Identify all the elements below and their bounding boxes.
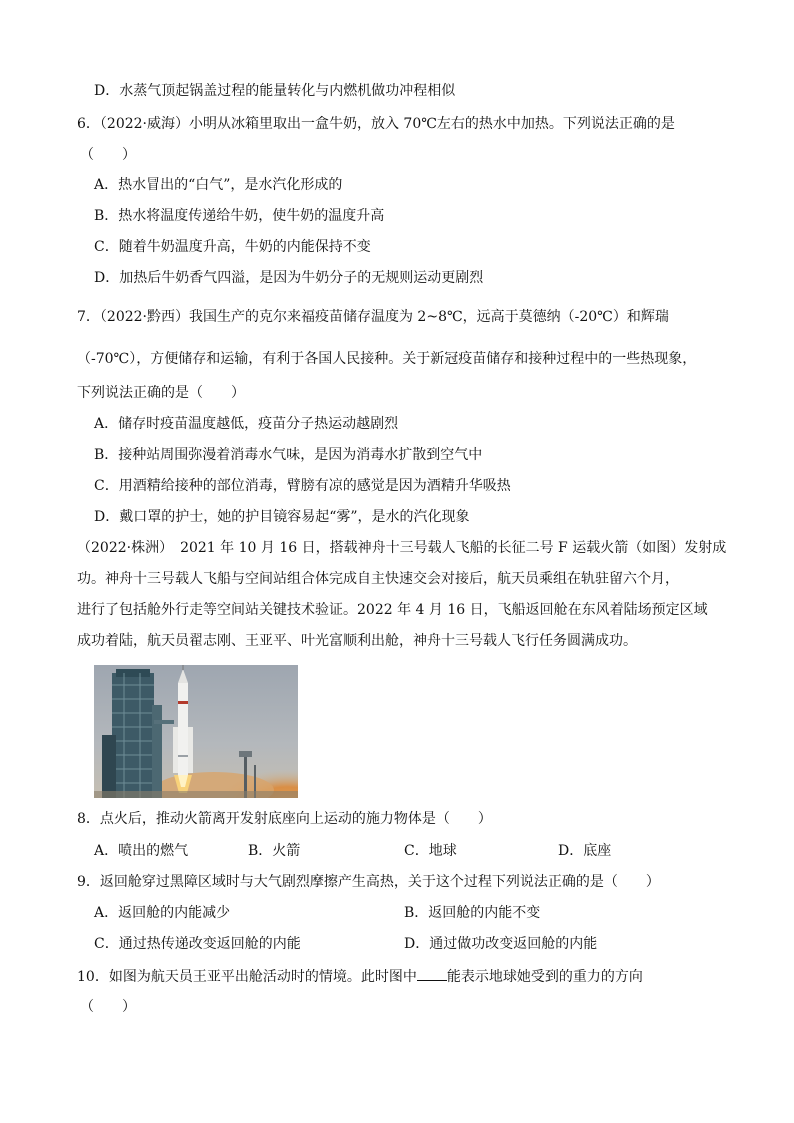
q8-option-b: B．火箭 bbox=[248, 843, 301, 859]
q6-option-b: B．热水将温度传递给牛奶，使牛奶的温度升高 bbox=[94, 208, 385, 224]
q10-stem-before: 10．如图为航天员王亚平出舱活动时的情境。此时图中 bbox=[77, 969, 417, 985]
answer-blank bbox=[417, 966, 447, 981]
q6-option-d: D．加热后牛奶香气四溢，是因为牛奶分子的无规则运动更剧烈 bbox=[94, 270, 484, 286]
q10-stem-after: 能表示地球她受到的重力的方向 bbox=[446, 969, 643, 985]
q7-stem-line1: 7．（2022·黔西）我国生产的克尔来福疫苗储存温度为 2~8℃，远高于莫德纳（-20℃）和辉瑞 bbox=[77, 309, 669, 325]
q7-stem-line3: 下列说法正确的是（ ） bbox=[77, 385, 245, 401]
q10-stem bbox=[77, 966, 643, 987]
passage-line2: 功。神舟十三号载人飞船与空间站组合体完成自主快速交会对接后，航天员乘组在轨驻留六个月， bbox=[77, 571, 679, 587]
q8-option-c: C．地球 bbox=[404, 843, 457, 859]
rocket-launch-photo bbox=[94, 665, 298, 798]
q9-stem: 9．返回舱穿过黑障区域时与大气剧烈摩擦产生高热，关于这个过程下列说法正确的是（ ） bbox=[77, 874, 660, 890]
q6-stem-line2: （ ） bbox=[80, 147, 136, 163]
q10-stem-line2: （ ） bbox=[80, 999, 136, 1015]
q7-option-d: D．戴口罩的护士，她的护目镜容易起“雾”，是水的汽化现象 bbox=[94, 509, 470, 525]
q6-option-a: A．热水冒出的“白气”，是水汽化形成的 bbox=[94, 177, 343, 193]
q6-stem-line1: 6．（2022·威海）小明从冰箱里取出一盒牛奶，放入 70℃左右的热水中加热。下列说法正确的是 bbox=[77, 116, 675, 132]
q8-option-d: D．底座 bbox=[558, 843, 612, 859]
q7-stem-line2: （-70℃），方便储存和运输，有利于各国人民接种。关于新冠疫苗储存和接种过程中的一些热现象， bbox=[77, 351, 697, 367]
passage-line4: 成功着陆，航天员翟志刚、王亚平、叶光富顺利出舱，神舟十三号载人飞行任务圆满成功。 bbox=[77, 633, 637, 649]
q9-option-d: D．通过做功改变返回舱的内能 bbox=[404, 936, 598, 952]
passage-line3: 进行了包括舱外行走等空间站关键技术验证。2022 年 4 月 16 日，飞船返回舱在东风着陆场预定区域 bbox=[77, 602, 708, 618]
q6-option-c: C．随着牛奶温度升高，牛奶的内能保持不变 bbox=[94, 239, 371, 255]
q8-option-a: A．喷出的燃气 bbox=[94, 843, 189, 859]
q9-option-a: A．返回舱的内能减少 bbox=[94, 905, 231, 921]
q7-option-a: A．储存时疫苗温度越低，疫苗分子热运动越剧烈 bbox=[94, 416, 399, 432]
q5-option-d: D．水蒸气顶起锅盖过程的能量转化与内燃机做功冲程相似 bbox=[94, 83, 456, 99]
q7-option-b: B．接种站周围弥漫着消毒水气味，是因为消毒水扩散到空气中 bbox=[94, 447, 483, 463]
passage-line1: （2022·株洲） 2021 年 10 月 16 日，搭载神舟十三号载人飞船的长征二号 F 运载火箭（如图）发射成 bbox=[77, 540, 727, 556]
q7-option-c: C．用酒精给接种的部位消毒，臂膀有凉的感觉是因为酒精升华吸热 bbox=[94, 478, 511, 494]
q9-option-b: B．返回舱的内能不变 bbox=[404, 905, 541, 921]
q8-stem: 8．点火后，推动火箭离开发射底座向上运动的施力物体是（ ） bbox=[77, 811, 492, 827]
q9-option-c: C．通过热传递改变返回舱的内能 bbox=[94, 936, 301, 952]
